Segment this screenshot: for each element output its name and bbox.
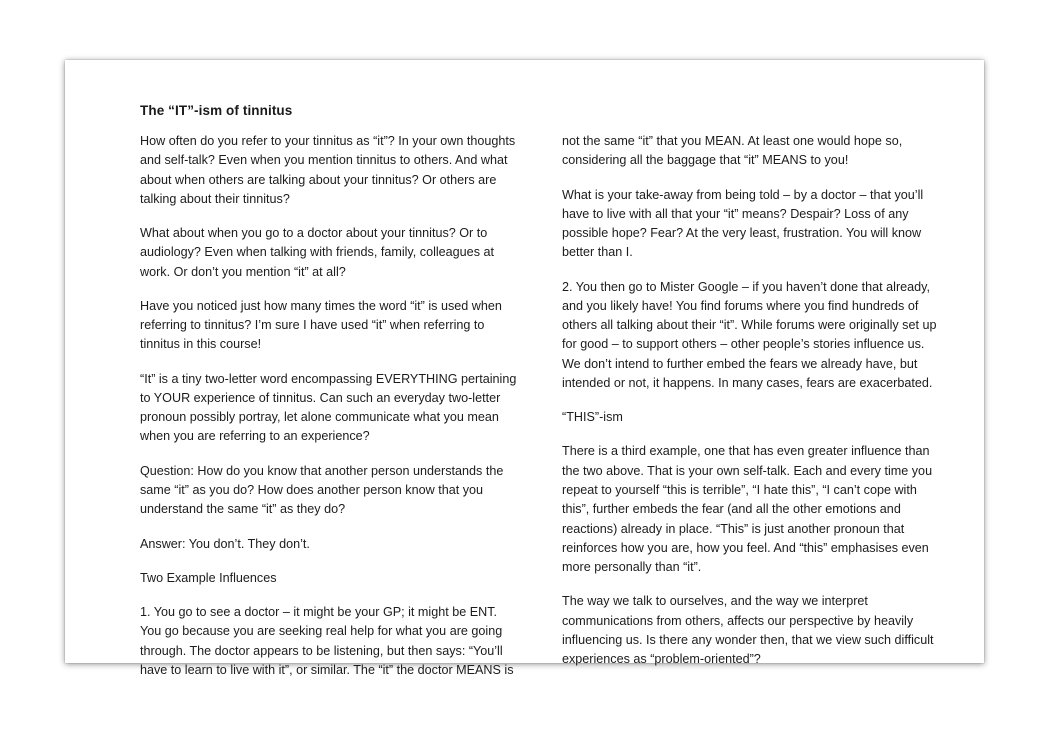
slide-content <box>140 103 939 677</box>
paragraph: Question: How do you know that another person understands the same “it” as you do? How does another person know that you understand the same “it” as they do? <box>140 463 504 517</box>
paragraph: not the same “it” that you MEAN. At least one would hope so, considering all the baggage that “it” MEANS to you! <box>562 134 903 168</box>
paragraph: There is a third example, one that has even greater influence than the two above. That is your own self-talk. Each and every time you repeat to yourself “this is terrible”, “I hate this”, “I can’t cope with this”, further embeds the fear (and all the other emotions and reactions) already in place. “This” is just another pronoun that reinforces how you are, how you feel. And “this” emphasises even more personally than “it”. <box>562 444 933 575</box>
paragraph: Answer: You don’t. They don’t. <box>140 536 310 551</box>
paragraph: What is your take-away from being told – by a doctor – that you’ll have to live with all that your “it” means? Despair? Loss of any possible hope? Fear? At the very least, frustration. You will know better than I. <box>562 187 924 260</box>
paragraph: “THIS”-ism <box>562 410 623 425</box>
document-slide <box>65 60 984 677</box>
left-column <box>140 132 517 680</box>
paragraph: “It” is a tiny two-letter word encompassing EVERYTHING pertaining to YOUR experience of tinnitus. Can such an everyday two-letter pronoun possibly portray, let alone communicate what you mean when you are referring to an experience? <box>140 371 517 444</box>
paragraph: Have you noticed just how many times the word “it” is used when referring to tinnitus? I’m sure I have used “it” when referring to tinnitus in this course! <box>140 298 502 352</box>
paragraph: How often do you refer to your tinnitus as “it”? In your own thoughts and self-talk? Even when you mention tinnitus to others. And what about when others are talking about your tinnitus? Or others are talking about their tinnitus? <box>140 134 516 206</box>
paragraph: 1. You go to see a doctor – it might be your GP; it might be ENT. You go because you are seeking real help for what you are going through. The doctor appears to be listening, but then says: “You’ll have to learn to live with it”, or similar. The “it” the doctor MEANS is <box>140 605 514 677</box>
paragraph: 2. You then go to Mister Google – if you haven’t done that already, and you likely have! You find forums where you find hundreds of others all talking about their “it”. While forums were originally set up for good – to support others – other people’s stories influence us. We don’t intend to further embed the fears we already have, but intended or not, it happens. In many cases, fears are exacerbated. <box>562 279 937 390</box>
two-column-layout <box>140 132 939 680</box>
page-title: The “IT”-ism of tinnitus <box>140 103 293 118</box>
paragraph: The way we talk to ourselves, and the way we interpret communications from others, affects our perspective by heavily influencing us. Is there any wonder then, that we view such difficult experiences as “problem-oriented”? <box>562 594 934 667</box>
paragraph: Two Example Influences <box>140 570 277 585</box>
right-column <box>562 132 939 680</box>
paragraph: What about when you go to a doctor about your tinnitus? Or to audiology? Even when talking with friends, family, colleagues at work. Or don’t you mention “it” at all? <box>140 226 494 279</box>
